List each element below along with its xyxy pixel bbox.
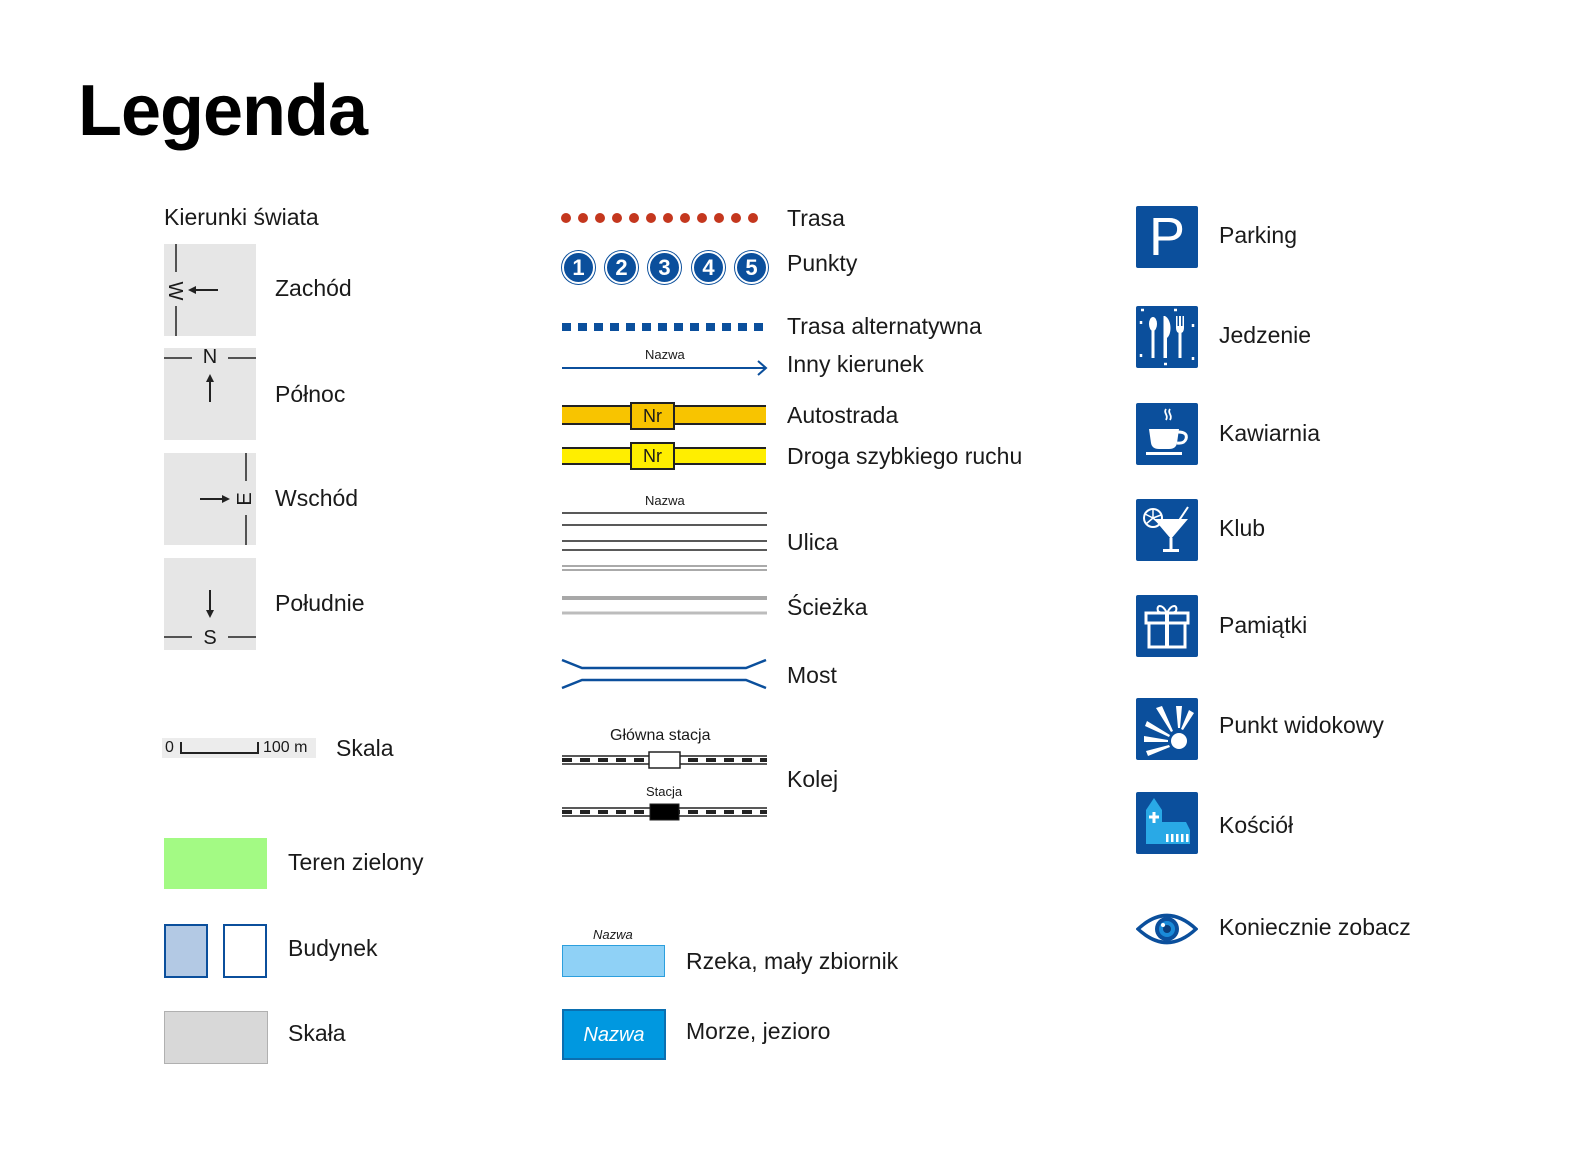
compass-east-letter: E [234,492,256,506]
motorway-label: Autostrada [787,402,899,428]
other-direction-name: Nazwa [645,347,685,362]
compass-south-label: Południe [275,590,365,616]
scale-bar [162,738,316,758]
scale-zero: 0 [165,739,174,756]
building-outline-swatch [223,924,267,978]
other-direction-arrow [562,360,770,376]
cafe-label: Kawiarnia [1219,420,1320,446]
cafe-icon [1136,403,1198,465]
points-symbol [560,250,772,284]
compass-south-letter: S [203,627,217,649]
eye-icon [1136,910,1198,948]
street-symbol [562,510,768,574]
route-label: Trasa [787,205,845,231]
alt-route-symbol [562,322,768,332]
food-icon [1136,306,1198,368]
river-label: Rzeka, mały zbiornik [686,948,899,974]
compass-west-letter: W [164,281,186,301]
rock-label: Skała [288,1020,346,1046]
street-name: Nazwa [645,493,685,508]
bridge-label: Most [787,662,837,688]
compass-east-label: Wschód [275,485,359,511]
rail-station-symbol [562,802,768,822]
point-marker: 1 [562,251,595,284]
station-name: Stacja [646,784,683,799]
street-label: Ulica [787,529,839,555]
food-label: Jedzenie [1219,322,1312,348]
rail-main-station-symbol [562,750,768,770]
bridge-symbol [560,656,770,692]
club-label: Klub [1219,515,1266,541]
point-marker: 5 [735,251,768,284]
parking-icon: P [1136,206,1198,268]
parking-label: Parking [1219,222,1297,248]
alt-route-label: Trasa alternatywna [787,313,982,339]
sea-swatch: Nazwa [562,1009,666,1060]
sea-label: Morze, jezioro [686,1018,831,1044]
viewpoint-icon [1136,698,1198,760]
eye-label: Koniecznie zobacz [1219,914,1411,940]
point-marker: 2 [605,251,638,284]
church-icon [1136,792,1198,854]
building-label: Budynek [288,935,378,961]
scale-distance: 100 m [263,739,308,756]
path-symbol [562,594,768,618]
other-direction-label: Inny kierunek [787,351,924,377]
gift-icon [1136,595,1198,657]
page-title: Legenda [78,71,368,151]
path-label: Ścieżka [787,594,868,620]
club-icon [1136,499,1198,561]
river-name: Nazwa [593,927,633,942]
compass-heading: Kierunki świata [164,204,319,230]
main-station-name: Główna stacja [610,727,711,744]
building-filled-swatch [164,924,208,978]
rock-swatch [164,1011,268,1064]
points-label: Punkty [787,250,858,276]
church-label: Kościół [1219,812,1294,838]
expressway-number-box: Nr [630,442,675,470]
river-swatch [562,945,665,977]
point-marker: 3 [648,251,681,284]
rail-label: Kolej [787,766,839,792]
compass-north-label: Północ [275,381,346,407]
scale-label: Skala [336,735,394,761]
route-symbol [560,210,770,226]
viewpoint-label: Punkt widokowy [1219,712,1384,738]
compass-west-label: Zachód [275,275,352,301]
compass-north-letter: N [202,346,218,368]
green-area-label: Teren zielony [288,849,424,875]
green-area-swatch [164,838,267,889]
gift-label: Pamiątki [1219,612,1308,638]
motorway-number-box: Nr [630,402,675,430]
expressway-label: Droga szybkiego ruchu [787,443,1023,469]
point-marker: 4 [692,251,725,284]
